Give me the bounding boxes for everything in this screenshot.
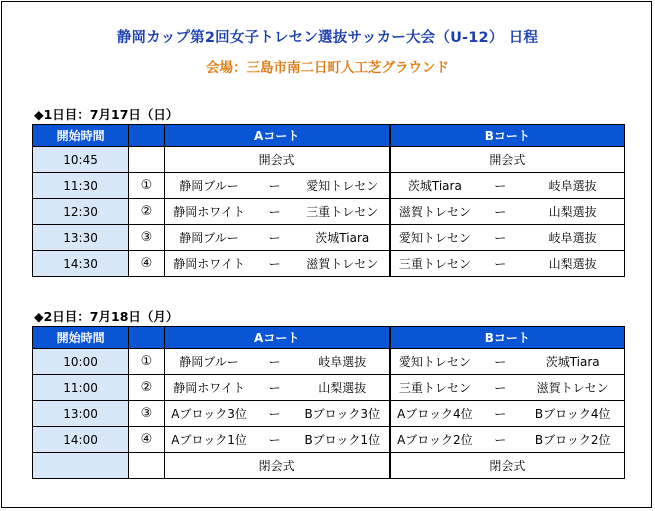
header-time: 開始時間 xyxy=(33,327,129,349)
court-b-vs: ー xyxy=(479,401,521,427)
table-row xyxy=(33,199,625,225)
court-a-team1: Aブロック3位 xyxy=(164,401,253,427)
header-court-b: Bコート xyxy=(390,327,625,349)
court-b-team2: 滋賀トレセン xyxy=(521,375,624,401)
court-b-team2: 山梨選抜 xyxy=(521,199,624,225)
court-b-team1: 三重トレセン xyxy=(390,251,479,277)
header-time: 開始時間 xyxy=(33,125,129,147)
table-row xyxy=(33,225,625,251)
court-a-team2: 山梨選抜 xyxy=(296,375,390,401)
time-cell: 12:30 xyxy=(33,199,129,225)
time-cell: 10:00 xyxy=(33,349,129,375)
match-number: ④ xyxy=(129,427,164,453)
court-a-team1: 静岡ブルー xyxy=(164,349,253,375)
court-b-vs: ー xyxy=(479,375,521,401)
court-a-team1: Aブロック1位 xyxy=(164,427,253,453)
match-number: ③ xyxy=(129,225,164,251)
day1-schedule-table xyxy=(32,124,625,277)
court-b-vs: ー xyxy=(479,173,521,199)
court-b-vs: ー xyxy=(479,251,521,277)
match-number: ① xyxy=(129,349,164,375)
court-a-team2: Bブロック3位 xyxy=(296,401,390,427)
court-b-team2: 茨城Tiara xyxy=(521,349,624,375)
court-b-vs: ー xyxy=(479,349,521,375)
court-b-event: 閉会式 xyxy=(390,453,625,479)
day1-title: ◆1日目：7月17日（日） xyxy=(34,107,179,122)
time-cell: 11:00 xyxy=(33,375,129,401)
day2-title: ◆2日目：7月18日（月） xyxy=(34,309,179,324)
table-row xyxy=(33,427,625,453)
time-cell: 13:00 xyxy=(33,401,129,427)
court-a-team1: 静岡ブルー xyxy=(164,225,253,251)
court-a-vs: ー xyxy=(253,225,295,251)
court-b-team2: Bブロック2位 xyxy=(521,427,624,453)
court-b-team2: 岐阜選抜 xyxy=(521,225,624,251)
court-a-team2: 愛知トレセン xyxy=(296,173,390,199)
time-cell: 14:30 xyxy=(33,251,129,277)
court-b-vs: ー xyxy=(479,427,521,453)
court-a-team2: 滋賀トレセン xyxy=(296,251,390,277)
table-row xyxy=(33,173,625,199)
court-a-team2: 茨城Tiara xyxy=(296,225,390,251)
court-b-event: 開会式 xyxy=(390,147,625,173)
court-b-vs: ー xyxy=(479,225,521,251)
court-b-team1: Aブロック2位 xyxy=(390,427,479,453)
court-b-team2: 山梨選抜 xyxy=(521,251,624,277)
court-b-team2: Bブロック4位 xyxy=(521,401,624,427)
match-number: ② xyxy=(129,199,164,225)
table-row xyxy=(33,401,625,427)
header-court-b: Bコート xyxy=(390,125,625,147)
header-row xyxy=(33,125,625,147)
court-a-event: 閉会式 xyxy=(164,453,390,479)
table-row xyxy=(33,453,625,479)
time-cell: 13:30 xyxy=(33,225,129,251)
court-a-vs: ー xyxy=(253,349,295,375)
court-b-vs: ー xyxy=(479,199,521,225)
court-a-team2: Bブロック1位 xyxy=(296,427,390,453)
court-a-team1: 静岡ブルー xyxy=(164,173,253,199)
court-a-vs: ー xyxy=(253,199,295,225)
header-number xyxy=(129,125,164,147)
court-a-vs: ー xyxy=(253,375,295,401)
table-row xyxy=(33,349,625,375)
court-b-team1: Aブロック4位 xyxy=(390,401,479,427)
header-court-a: Aコート xyxy=(164,327,390,349)
header-court-a: Aコート xyxy=(164,125,390,147)
time-cell: 11:30 xyxy=(33,173,129,199)
header-number xyxy=(129,327,164,349)
table-row xyxy=(33,375,625,401)
court-b-team2: 岐阜選抜 xyxy=(521,173,624,199)
header-row xyxy=(33,327,625,349)
table-row xyxy=(33,147,625,173)
time-cell xyxy=(33,453,129,479)
court-a-vs: ー xyxy=(253,401,295,427)
court-a-vs: ー xyxy=(253,173,295,199)
time-cell: 10:45 xyxy=(33,147,129,173)
court-a-vs: ー xyxy=(253,427,295,453)
court-b-team1: 三重トレセン xyxy=(390,375,479,401)
match-number: ① xyxy=(129,173,164,199)
venue-subtitle: 会場：三島市南二日町人工芝グラウンド xyxy=(206,60,449,76)
court-b-team1: 愛知トレセン xyxy=(390,349,479,375)
court-b-team1: 滋賀トレセン xyxy=(390,199,479,225)
match-number xyxy=(129,453,164,479)
table-row xyxy=(33,251,625,277)
court-a-team1: 静岡ホワイト xyxy=(164,375,253,401)
court-a-team2: 岐阜選抜 xyxy=(296,349,390,375)
match-number: ② xyxy=(129,375,164,401)
match-number xyxy=(129,147,164,173)
court-b-team1: 愛知トレセン xyxy=(390,225,479,251)
page-title: 静岡カップ第2回女子トレセン選抜サッカー大会（U-12） 日程 xyxy=(116,30,539,46)
time-cell: 14:00 xyxy=(33,427,129,453)
match-number: ④ xyxy=(129,251,164,277)
match-number: ③ xyxy=(129,401,164,427)
court-a-team2: 三重トレセン xyxy=(296,199,390,225)
court-a-team1: 静岡ホワイト xyxy=(164,199,253,225)
court-a-event: 開会式 xyxy=(164,147,390,173)
court-b-team1: 茨城Tiara xyxy=(390,173,479,199)
day2-schedule-table xyxy=(32,326,625,479)
court-a-team1: 静岡ホワイト xyxy=(164,251,253,277)
court-a-vs: ー xyxy=(253,251,295,277)
